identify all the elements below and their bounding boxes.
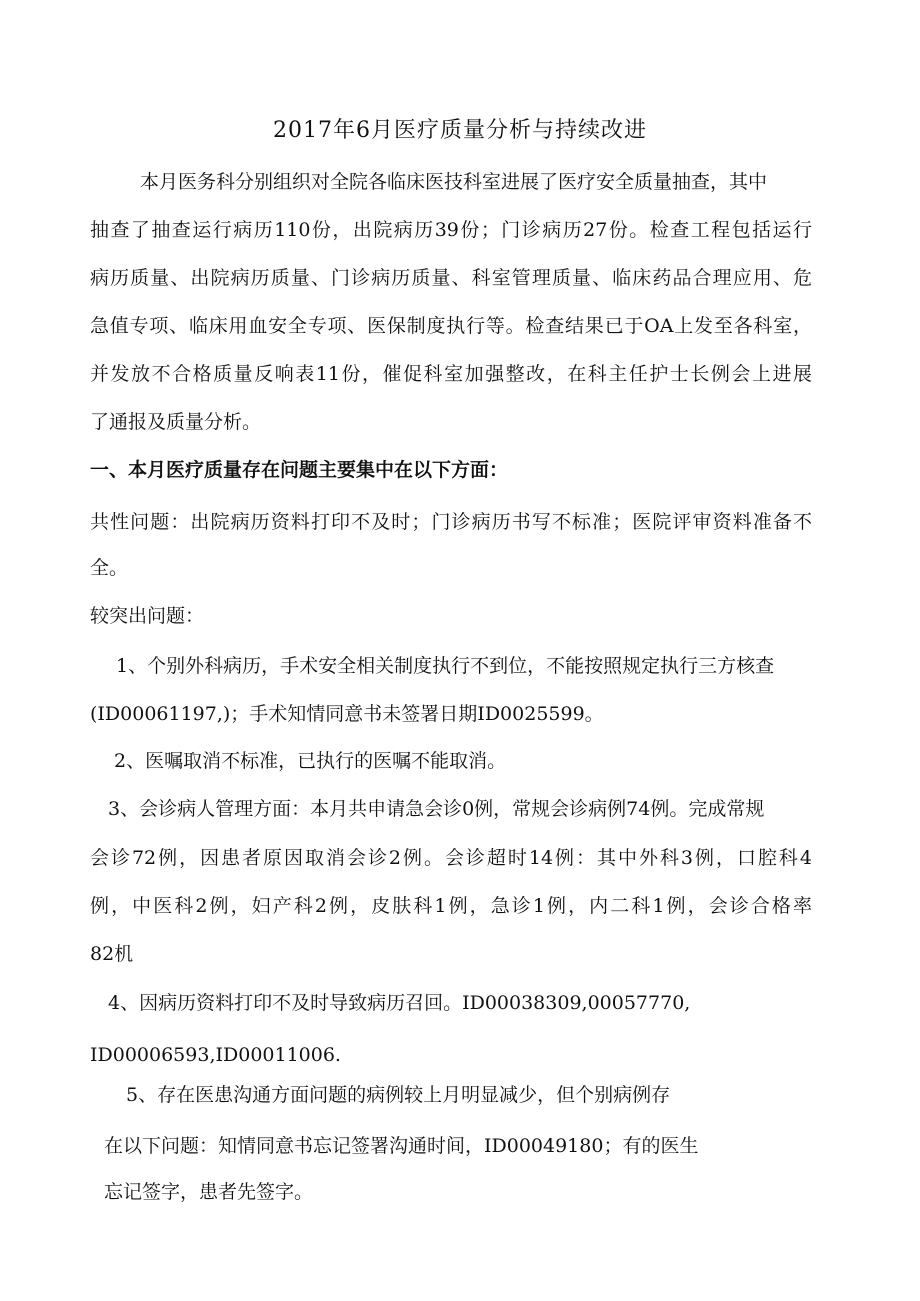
item-5-line-2: 在以下问题：知情同意书忘记签署沟通时间，ID00049180；有的医生 xyxy=(104,1135,699,1157)
item-4-line-2: ID00006593,ID00011006. xyxy=(90,1044,341,1066)
intro-line-5: 并发放不合格质量反响表11份，催促科室加强整改，在科主任护士长例会上进展 xyxy=(90,363,812,385)
item-5-line-3: 忘记签字，患者先签字。 xyxy=(104,1181,314,1203)
item-3-line-1: 3、会诊病人管理方面：本月共申请急会诊0例，常规会诊病例74例。完成常规 xyxy=(108,798,765,820)
item-3-line-2: 会诊72例，因患者原因取消会诊2例。会诊超时14例：其中外科3例，口腔科4 xyxy=(90,847,812,869)
intro-line-6: 了通报及质量分析。 xyxy=(90,411,262,433)
intro-line-2: 抽查了抽查运行病历110份，出院病历39份；门诊病历27份。检查工程包括运行 xyxy=(90,219,812,241)
common-issues-line-2: 全。 xyxy=(90,557,129,579)
item-5-line-1: 5、存在医患沟通方面问题的病例较上月明显减少，但个别病例存 xyxy=(126,1084,671,1106)
intro-line-1: 本月医务科分别组织对全院各临床医技科室进展了医疗安全质量抽查，其中 xyxy=(140,171,768,193)
common-issues-line-1: 共性问题：出院病历资料打印不及时；门诊病历书写不标准；医院评审资料准备不 xyxy=(90,511,812,533)
item-2-line-1: 2、医嘱取消不标准，已执行的医嘱不能取消。 xyxy=(114,750,507,772)
item-3-line-3: 例，中医科2例，妇产科2例，皮肤科1例，急诊1例，内二科1例，会诊合格率 xyxy=(90,895,812,917)
intro-line-3: 病历质量、出院病历质量、门诊病历质量、科室管理质量、临床药品合理应用、危 xyxy=(90,267,812,289)
item-1-line-2: (ID00061197,)；手术知情同意书未签署日期ID0025599。 xyxy=(90,703,604,725)
item-1-line-1: 1、个别外科病历，手术安全相关制度执行不到位，不能按照规定执行三方核查 xyxy=(116,655,775,677)
section-heading-1: 一、本月医疗质量存在问题主要集中在以下方面： xyxy=(90,459,509,481)
intro-line-4: 急值专项、临床用血安全专项、医保制度执行等。检查结果已于OA上发至各科室， xyxy=(90,315,812,337)
document-title: 2017年6月医疗质量分析与持续改进 xyxy=(273,118,647,143)
item-4-line-1: 4、因病历资料打印不及时导致病历召回。ID00038309,00057770, xyxy=(108,992,691,1014)
prominent-issues-label: 较突出问题： xyxy=(90,605,205,627)
item-3-line-4: 82机 xyxy=(90,943,134,965)
